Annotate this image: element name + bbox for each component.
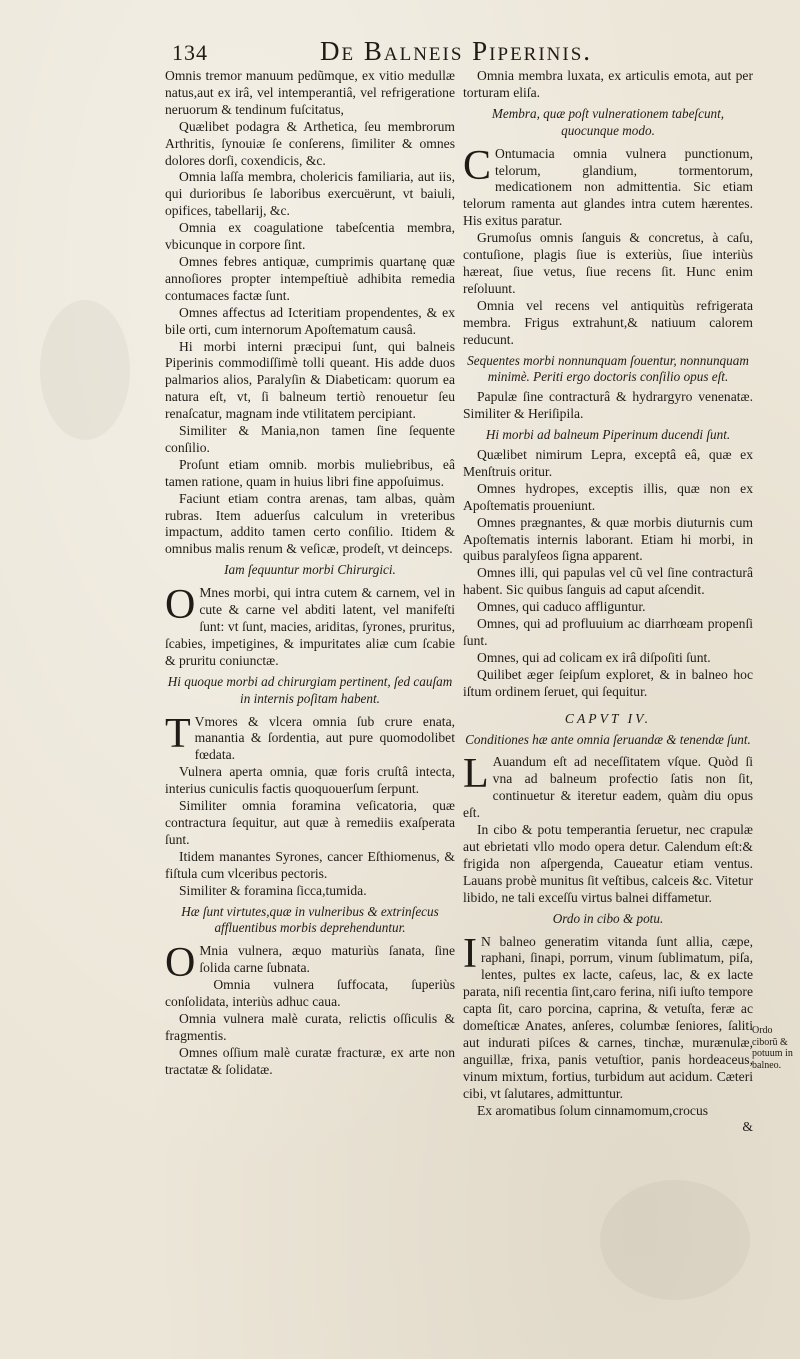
paragraph: Omnia membra luxata, ex articulis emota, aut per torturam eliſa.: [463, 68, 753, 100]
paragraph: Faciunt etiam contra arenas, tam albas, quàm rubras. Item aduerſus calculum in vreteribus impactum, addito tamen certo conſilio. Itidem & omnibus malis renum & veſicæ, prodeſt, vt deinceps.: [165, 490, 455, 557]
paper-stain: [40, 300, 130, 440]
section-rubric: Hi morbi ad balneum Piperinum ducendi ſunt.: [485, 427, 731, 443]
paragraph: Omnes illi, qui papulas vel cũ vel ſine contracturâ habent. Sic quibus ſanguis ad caput aſcendit.: [463, 565, 753, 598]
paragraph: Vulnera aperta omnia, quæ foris cruſtâ intecta, interius cuniculis factis quoquouerſum ſerpunt.: [165, 764, 455, 797]
paragraph: Quælibet podagra & Arthetica, ſeu membrorum Arthritis, ſynouiæ ſe conſerens, ſimiliter & omnes dolores dorſi, coxendicis, &c.: [165, 118, 455, 168]
drop-capital: O: [165, 582, 196, 629]
paragraph: Omnia laſſa membra, cholericis familiaria, aut iis, qui durioribus ſe laboribus exercuërunt, vt baiuli, opifices, tabellarij, &c.: [165, 169, 455, 219]
paragraph-with-initial: [165, 710, 455, 765]
paragraph-with-initial: [463, 142, 753, 231]
paragraph: Ex aromatibus ſolum cinnamomum,crocus: [477, 1102, 709, 1118]
paragraph-text: Mnes morbi, qui intra cutem & carnem, vel in cute & carne vel abditi latent, vel manifeſti ſunt: vt ſunt, macies, ariditas, ſyrones, pruritus, ſcabies, impetigines, & impuritates aliæ cum ſcabie & pruritu coniunctæ.: [165, 585, 455, 668]
paragraph: Hi morbi interni præcipui ſunt, qui balneis Piperinis commodiſſimè tolli queant. His adde duos palmarios alios, Paralyſin & Diabeticam: quorum ea natura eſt, vt, ſi balneum tertiò renouetur ſeu renaſcatur, magnam inde vtilitatem percipiant.: [165, 338, 455, 422]
paragraph: Omnia ex coagulatione tabeſcentia membra, vbicunque in corpore ſint.: [165, 220, 455, 253]
paper-stain: [600, 1180, 750, 1300]
paragraph-text: N balneo generatim vitanda ſunt allia, cæpe, raphani, ſinapi, porrum, vinum ſublimatum, piſa, lentes, pultes ex lacte, caſeus, lac, & ex lacte parata, niſi recentia ſint,caro ferina, niſi iuſto tempore capta ſit, caro porcina, caprina, & vetuſta, feræ ac domeſticæ Anates, anſeres, columbæ ſeniores, ſaliti aut indurati piſces & carnes, tinchæ, murænulæ, anguillæ, frixa, panis vetuſtior, panis hordeaceus, vinum mixtum, fortius, turbidum aut acidum. Cæteri cibi, vt ſalutares, admittuntur.: [463, 933, 753, 1101]
paragraph-text: Auandum eſt ad neceſſitatem vſque. Quòd ſi vna ad balneum profectio ſatis non ſit, continuetur & iteretur eadem, quàm diu opus eſt.: [463, 754, 753, 821]
paragraph: Omnes prægnantes, & quæ morbis diuturnis cum Apoſtematis internis laborant. Etiam hi morbi, in quibus paralyſeos ſigna apparent.: [463, 514, 753, 564]
paragraph: Omnes, qui ad colicam ex irâ diſpoſiti ſunt.: [477, 649, 711, 665]
catchword: &: [742, 1119, 753, 1135]
paragraph: Papulæ ſine contracturâ & hydrargyro venenatæ. Similiter & Heriſipila.: [463, 389, 753, 422]
paragraph: Omnes, qui caduco affliguntur.: [477, 599, 646, 615]
running-title: De Balneis Piperinis.: [320, 36, 593, 66]
paragraph-with-initial: [463, 751, 753, 822]
paragraph-text: Vmores & vlcera omnia ſub crure enata, manantia & ſordentia, aut pure quomodolibet fœdata.: [194, 713, 455, 763]
section-rubric: Ordo in cibo & potu.: [552, 910, 664, 926]
chapter-heading: CAPVT IV.: [564, 710, 652, 726]
page-number: 134: [172, 40, 208, 65]
drop-capital: I: [463, 930, 477, 977]
paragraph: Similiter omnia foramina veſicatoria, quæ contractura ſequitur, aut quæ à remediis exaſperata ſunt.: [165, 798, 455, 847]
paragraph: Quælibet nimirum Lepra, exceptâ eâ, quæ ex Menſtruis oritur.: [463, 447, 753, 479]
paragraph-text: Ontumacia omnia vulnera punctionum, telorum, glandium, tormentorum, medicationem non admittentia. Sic etiam telorum ramenta aut glandes intra cutem hærentes. His exitus paratur.: [463, 145, 753, 229]
right-text-column: [463, 68, 753, 1136]
drop-capital: L: [463, 751, 489, 798]
paragraph: Similiter & Mania,non tamen ſine ſequente conſilio.: [165, 423, 455, 455]
paragraph: Omnes hydropes, exceptis illis, quæ non ex Apoſtematis proueniunt.: [463, 480, 753, 513]
drop-capital: O: [165, 940, 196, 987]
paragraph: In cibo & potu temperantia ſeruetur, nec crapulæ aut ebrietati vllo modo opera detur. Calendum eſt:& frigida non aſpergenda, Caueatur etiam ventus. Lauans probè munitus ſit veſtibus, calceis &c. Vitetur libido, ne tali exceſſu virtus balnei diffametur.: [463, 822, 754, 905]
drop-capital: T: [165, 710, 191, 757]
paragraph: Omnes, qui ad profluuium ac diarrhœam propenſi ſunt.: [463, 616, 753, 648]
left-text-column: [165, 68, 455, 1079]
section-rubric: Iam ſequuntur morbi Chirurgici.: [224, 562, 396, 578]
paragraph: Omnia vulnera malè curata, relictis oſſiculis & fragmentis.: [165, 1010, 455, 1043]
marginal-note: Ordo ciborũ & potuum in balneo.: [752, 1025, 793, 1071]
section-rubric: Hæ ſunt virtutes,quæ in vulneribus & extrinſecus affluentibus morbis deprehenduntur.: [181, 903, 439, 936]
paragraph: Omnia vulnera ſuffocata, ſuperiùs conſolidata, interiùs adhuc caua.: [165, 977, 455, 1010]
section-rubric: Membra, quæ poſt vulnerationem tabeſcunt, quocunque modo.: [491, 105, 725, 138]
drop-capital: C: [463, 142, 492, 189]
paragraph-with-initial: [165, 582, 455, 670]
paragraph: Omnes febres antiquæ, cumprimis quartanę quæ annoſiores propter intempeſtiuè adhibita remedia contumaces factæ ſunt.: [165, 253, 455, 303]
paragraph-with-initial: [165, 940, 455, 987]
paragraph: Quilibet æger ſeipſum exploret, & in balneo hoc iſtum ordinem ſeruet, qui ſequitur.: [463, 666, 753, 699]
section-rubric: Conditiones hæ ante omnia ſeruandæ & tenendæ ſunt.: [465, 731, 751, 747]
page-header: [150, 36, 670, 70]
paragraph: Omnia vel recens vel antiquitùs refrigerata membra. Frigus extrahunt,& natiuum calorem reducunt.: [463, 297, 753, 347]
paragraph: Omnis tremor manuum pedũmque, ex vitio medullæ natus,aut ex irâ, vel intemperantiâ, vel refrigeratione neruorum & tendinum fuſcitatus,: [165, 68, 455, 117]
paragraph: Grumoſus omnis ſanguis & concretus, à caſu, contuſione, plagis ſiue is exteriùs, ſiue interiùs hæreat, ſiue vetus, ſiue recens ſit. Hunc enim reſoluunt.: [463, 230, 753, 296]
paragraph: Similiter & foramina ſicca,tumida.: [179, 882, 367, 898]
paragraph: Itidem manantes Syrones, cancer Eſthiomenus, & fiſtula cum vlceribus pectoris.: [165, 848, 455, 881]
section-rubric: Hi quoque morbi ad chirurgiam pertinent, ſed cauſam in internis poſitam habent.: [167, 673, 453, 706]
paragraph: Proſunt etiam omnib. morbis muliebribus, eâ tamen ratione, quam in huius libri fine appoſuimus.: [165, 456, 455, 489]
paragraph: Omnes oſſium malè curatæ fracturæ, ex arte non tractatæ & ſolidatæ.: [165, 1044, 455, 1077]
paragraph: Omnes affectus ad Icteritiam propendentes, & ex bile orti, cum internorum Apoſtematum causâ.: [165, 304, 455, 337]
paragraph-with-initial: [463, 930, 753, 1103]
paragraph-text: Mnia vulnera, æquo maturiùs ſanata, ſine ſolida carne ſubnata.: [199, 943, 455, 976]
section-rubric: Sequentes morbi nonnunquam ſouentur, nonnunquam minimè. Periti ergo doctoris conſilio opus eſt.: [467, 352, 749, 385]
